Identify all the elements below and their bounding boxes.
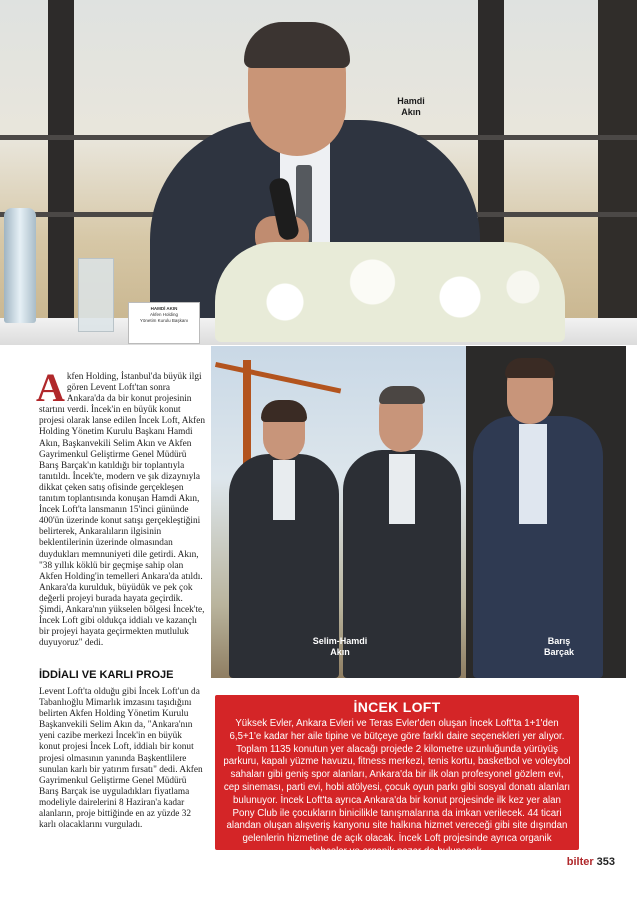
nameplate-name: HAMDİ AKIN	[150, 306, 178, 311]
photo-caption-top: Hamdi Akın	[397, 96, 425, 117]
photo-caption-right: Barış Barçak	[543, 636, 575, 657]
person-middle-hair	[379, 386, 425, 404]
speaker-hair	[244, 22, 350, 68]
page-number: 353	[596, 856, 615, 868]
person-middle-shirt	[389, 454, 415, 524]
info-box	[215, 695, 579, 857]
window-frame	[48, 0, 74, 330]
window-frame	[598, 0, 637, 330]
photo-caption-left: Selim-Hamdi Akın	[312, 636, 368, 657]
top-photo	[0, 0, 637, 345]
person-right-shirt	[519, 424, 547, 524]
nameplate	[128, 302, 200, 344]
nameplate-title-line2: Yönetim Kurulu Başkanı	[139, 318, 189, 323]
magazine-brand: bilter	[566, 856, 594, 868]
article-body-text: Levent Loft'ta olduğu gibi İncek Loft'un da Tabanlıoğlu Mimarlık imzasını taşıdığını belirten Akfen Holding Yönetim Kurulu Başkanvekili Selim Akın da, "Ankara'nın yeni cazibe merkezi İncek'in en büyük konut projesi İncek Loft, iddialı bir konut projesi olmasının yanında Başkentlilere sunulan karlı bir yatırım fırsatı" dedi. Akfen Gayrimenkul Geliştirme Genel Müdürü Barış Barçak ise uyguladıkları fiyatlama modeliyle dairelerini 8 Haziran'a kadar alanların, proje bittiğinde en az yüzde 32 karlı olacaklarını vurguladı.	[39, 687, 203, 831]
nameplate-title-line1: Akfen Holding	[149, 312, 179, 317]
flower-arrangement	[215, 242, 565, 342]
article-intro	[36, 365, 205, 649]
page-footer	[567, 856, 615, 868]
water-bottle	[4, 208, 36, 323]
article-subhead: İDDİALI VE KARLI PROJE	[39, 669, 174, 681]
person-left-hair	[261, 400, 307, 422]
info-box-text: Yüksek Evler, Ankara Evleri ve Teras Evler'den oluşan İncek Loft'ta 1+1'den 6,5+1'e kadar her aile tipine ve bütçeye göre farklı daire seçenekleri yer alıyor. Toplam 1135 konutun yer alacağı projede 2 kilometre uzunluğunda yürüyüş parkuru, kapalı yüzme havuzu, fitness merkezi, tenis kortu, basketbol ve voleybol sahaları gibi geniş spor alanları, Ankara'da bir ilk olan profesyonel gözlem evi, cep sineması, parti evi, hobi atölyesi, çocuk oyun parkı gibi sosyal donatı alanları bulunuyor. İncek Loft'ta ayrıca Ankara'da bir konut projesinde ilk kez yer alan Pony Club ile çocukların binicilikle tanışmalarına da imkan verilecek. 44 ticari alandan oluşan alışveriş kanyonu site halkına hizmet vereceği gibi site dışından gelenlerin hizmetine de açık olacak. İncek Loft projesinde ayrıca organik bahçeler ve organik pazar da bulunacak.	[223, 718, 571, 857]
group-photo	[211, 346, 626, 678]
water-glass	[78, 258, 114, 332]
dropcap: A	[36, 365, 65, 410]
person-right-hair	[505, 358, 555, 378]
article-body	[39, 687, 205, 831]
info-box-title: İNCEK LOFT	[353, 699, 441, 715]
article-intro-text: kfen Holding, İstanbul'da büyük ilgi gören Levent Loft'tan sonra Ankara'da da bir konut projesinin startını verdi. İncek'in en büyük konut projesi olarak lanse edilen İncek Loft, Akfen Holding Yönetim Kurulu Başkanı Hamdi Akın, Başkanvekili Selim Akın ve Akfen Gayrimenkul Geliştirme Genel Müdürü Barış Barçak'ın katıldığı bir toplantıyla tanıtıldı. İncek'te, modern ve şık dizaynıyla dikkat çeken satış ofisinde gerçekleşen tanıtım toplantısında konuşan Hamdi Akın, İncek Loft'ta lansmanın 15'inci gününde 400'ün üzerinde konut satışı gerçekleştiğini belirterek, Ankaralıların ilgisinin beklentilerinin üzerinde olmasından duydukları memnuniyeti dile getirdi. Akın, "38 yıllık köklü bir geçmişe sahip olan Akfen Holding'in temelleri Ankara'da atıldı. Ankara'da kurulduk, büyüdük ve pek çok değerli projeyi burada hayata geçirdik. Şimdi, Ankara'nın yükselen bölgesi İncek'te, İncek Loft gibi oldukça iddialı ve kazançlı bir projeyi hayata geçirmekten mutluluk duyuyoruz" dedi.	[39, 372, 205, 649]
person-left-shirt	[273, 460, 295, 520]
crane-jib	[215, 362, 341, 394]
